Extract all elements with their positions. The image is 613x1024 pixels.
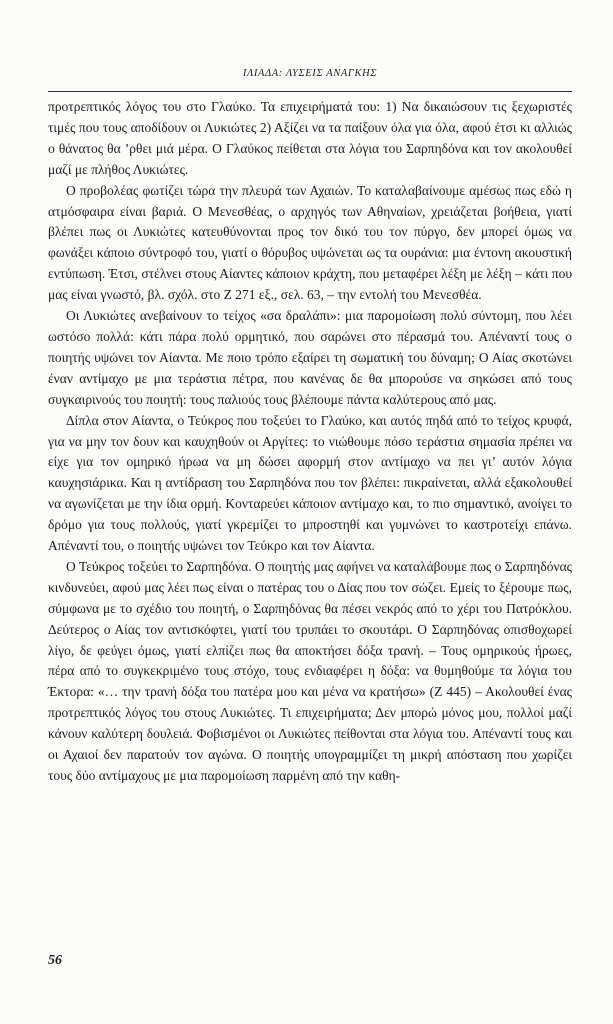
running-head: ΙΛΙΑΔΑ: ΛΥΣΕΙΣ ΑΝΑΓΚΗΣ [242,68,378,79]
body-text [48,97,572,787]
paragraph-4: Δίπλα στον Αίαντα, ο Τεύκρος που τοξεύει το Γλαύκο, και αυτός πηδά από το τείχος κρυφά, για να μην τον δουν και καυχηθούν οι Αργίτες: το νιώθουμε πόσο τεράστια σημασία πρέπει να είχε για τον ομηρικό ήρωα να μη δώσει αφορμή στον αντίμαχο να πει γι’ αυτόν λόγια καυχησιάρικα. Και η αντίδραση του Σαρπηδόνα που τον βλέπει: πικραίνεται, αλλά εξακολουθεί να αγωνίζεται με την ίδια ορμή. Κονταρεύει κάποιον αντίμαχο και, το πιο σημαντικό, ανοίγει το δρόμο για τους πολλούς, γιατί γκρεμίζει το μπροστηθί και γυμνώνει το καστροτείχι επάνω. Απέναντί του, ο ποιητής υψώνει τον Τεύκρο και τον Αίαντα. [48,412,572,554]
paragraph-2: Ο προβολέας φωτίζει τώρα την πλευρά των Αχαιών. Το καταλαβαίνουμε αμέσως πως εδώ η ατμόσφαιρα είναι βαριά. Ο Μενεσθέας, ο αρχηγός των Αθηναίων, χρειάζεται βοήθεια, γιατί βλέπει πως οι Λυκιώτες κατευθύνονται προς τον δικό του τον πύργο, δεν μπορεί όμως να φωνάξει κάποιο σύντροφό του, γιατί ο θόρυβος υψώνεται ως τα ουράνια: μια έντονη ακουστική εντύπωση. Έτσι, στέλνει στους Αίαντες κάποιον κράχτη, που μεταφέρει λέξη με λέξη – κάτι που μας είναι γνωστό, βλ. σχόλ. στο Ζ 271 εξ., σελ. 63, – την εντολή του Μενεσθέα. [48,182,572,303]
paragraph-5: Ο Τεύκρος τοξεύει το Σαρπηδόνα. Ο ποιητής μας αφήνει να καταλάβουμε πως ο Σαρπηδόνας κινδυνεύει, αφού μας λέει πως είναι ο πατέρας του ο Δίας που τον σώζει. Εμείς το ξέρουμε πως, σύμφωνα με το σχέδιο του ποιητή, ο Σαρπηδόνας θα πέσει νεκρός από το χέρι του Πατρόκλου. Δεύτερος ο Αίας τον αντισκόφτει, γιατί του τρυπάει το σκουτάρι. Ο Σαρπηδόνας οπισθοχωρεί λίγο, δε φεύγει όμως, γιατί ελπίζει πως θα αποκτήσει δόξα τρανή. – Τους ομηρικούς ήρωες, πέρα από το συγκεκριμένο τους στόχο, τους ενδιαφέρει η δόξα: να θυμηθούμε τα λόγια του Έκτορα: «… την τρανή δόξα του πατέρα μου και μένα να κρατήσω» (Ζ 445) – Ακολουθεί ένας προτρεπτικός λόγος του στους Λυκιώτες. Τι επιχειρήματα; Δεν μπορώ μόνος μου, πολλοί μαζί κάνουν καλύτερη δουλειά. Φοβισμένοι οι Λυκιώτες πείθονται στα λόγια του. Απέναντί τους και οι Αχαιοί δεν παρατούν τον αγώνα. Ο ποιητής υπογραμμίζει τη μικρή απόσταση που χωρίζει τους δύο αντίμαχους με μια παρομοίωση παρμένη από την καθη- [48,558,572,783]
paragraph-1: προτρεπτικός λόγος του στο Γλαύκο. Τα επιχειρήματά του: 1) Να δικαιώσουν τις ξεχωριστές τιμές που τους αποδίδουν οι Λυκιώτες 2) Αξίζει να τα παίξουν όλα για όλα, αφού έτσι κι αλλιώς ο θάνατος θα ’ρθει μιά μέρα. Ο Γλαύκος πείθεται στα λόγια του Σαρπηδόνα και τον ακολουθεί μαζί με πλήθος Λυκιώτες. [48,99,572,177]
paragraph-3: Οι Λυκιώτες ανεβαίνουν το τείχος «σα δραλάπι»: μια παρομοίωση πολύ σύντομη, που λέει ωστόσο πολλά: κάτι πάρα πολύ ορμητικό, που σαρώνει στο πέρασμά του. Απέναντί τους ο ποιητής υψώνει τον Αίαντα. Με ποιο τρόπο εξαίρει τη σωματική του δύναμη; Ο Αίας σκοτώνει έναν αντίμαχο με μια τεράστια πέτρα, που κανένας δε θα μπορούσε να σηκώσει από τους συγκαιρινούς του ποιητή: τους παλιούς τους βλέπουμε πάντα καλύτερους από μας. [48,308,572,407]
header-rule [48,91,572,92]
page-number: 56 [48,953,62,968]
